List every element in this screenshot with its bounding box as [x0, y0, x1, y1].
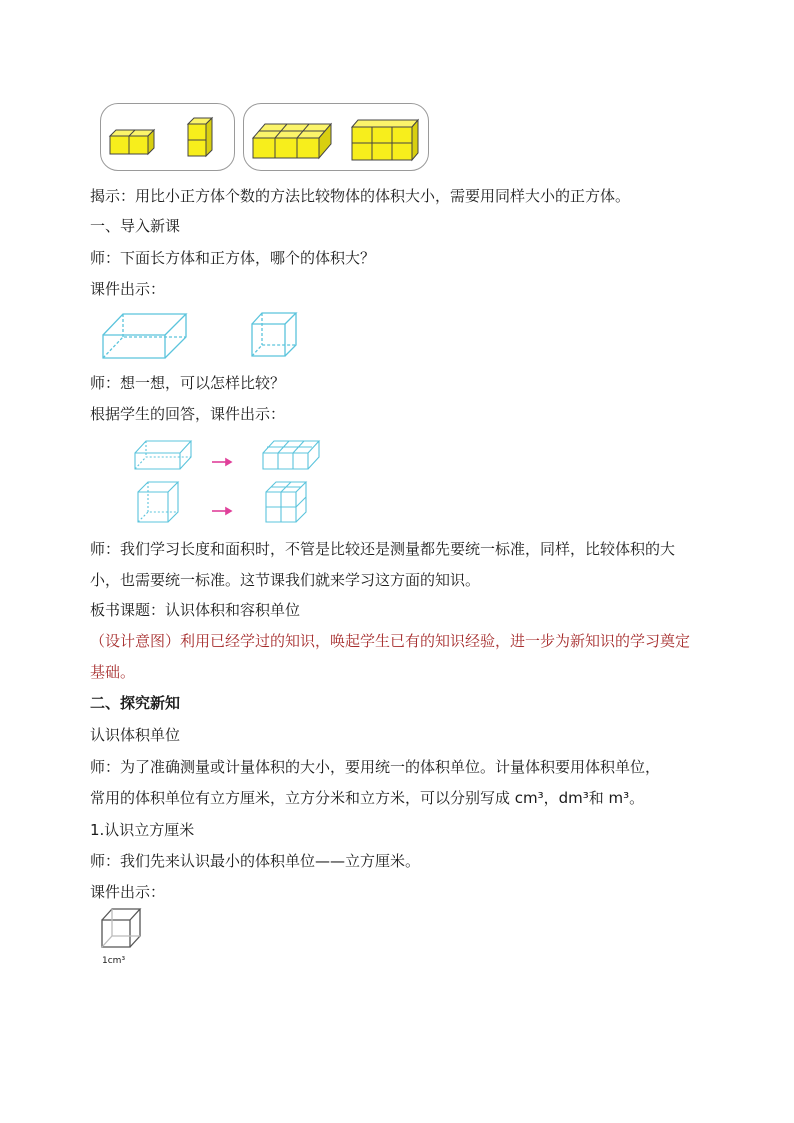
board-title: 板书课题：认识体积和容积单位 — [90, 601, 301, 619]
reveal-text: 揭示：用比小正方体个数的方法比较物体的体积大小，需要用同样大小的正方体。 — [90, 187, 631, 205]
teacher-question-3: 师：我们先来认识最小的体积单位——立方厘米。 — [90, 852, 421, 870]
teacher-question-1: 师：下面长方体和正方体，哪个的体积大？ — [90, 249, 376, 267]
comparison-figure — [130, 436, 330, 528]
yellow-cubes-figure — [100, 100, 440, 175]
show-label-2: 根据学生的回答，课件出示： — [90, 405, 286, 423]
teacher-paragraph-2b: 常用的体积单位有立方厘米，立方分米和立方米，可以分别写成 cm³，dm³和 m³。 — [90, 789, 645, 807]
cube-label: 1cm³ — [102, 956, 126, 966]
design-intent: （设计意图）利用已经学过的知识，唤起学生已有的知识经验，进一步为新知识的学习奠定基础。 — [90, 632, 691, 681]
one-cubic-cm-cube — [98, 906, 144, 950]
section-1-heading: 一、导入新课 — [90, 217, 181, 235]
cuboid-and-cube-figure — [100, 310, 310, 362]
subheading-volume-units: 认识体积单位 — [90, 726, 181, 744]
item-1-heading: 1.认识立方厘米 — [90, 821, 195, 839]
teacher-paragraph-1: 师：我们学习长度和面积时，不管是比较还是测量都先要统一标准，同样，比较体积的大小，也需要统一标准。这节课我们就来学习这方面的知识。 — [90, 540, 676, 589]
teacher-paragraph-2a: 师：为了准确测量或计量体积的大小，要用统一的体积单位。计量体积要用体积单位， — [90, 758, 661, 776]
section-2-heading: 二、探究新知 — [90, 694, 181, 712]
teacher-question-2: 师：想一想，可以怎样比较？ — [90, 374, 286, 392]
show-label-3: 课件出示： — [90, 883, 166, 901]
show-label-1: 课件出示： — [90, 280, 166, 298]
